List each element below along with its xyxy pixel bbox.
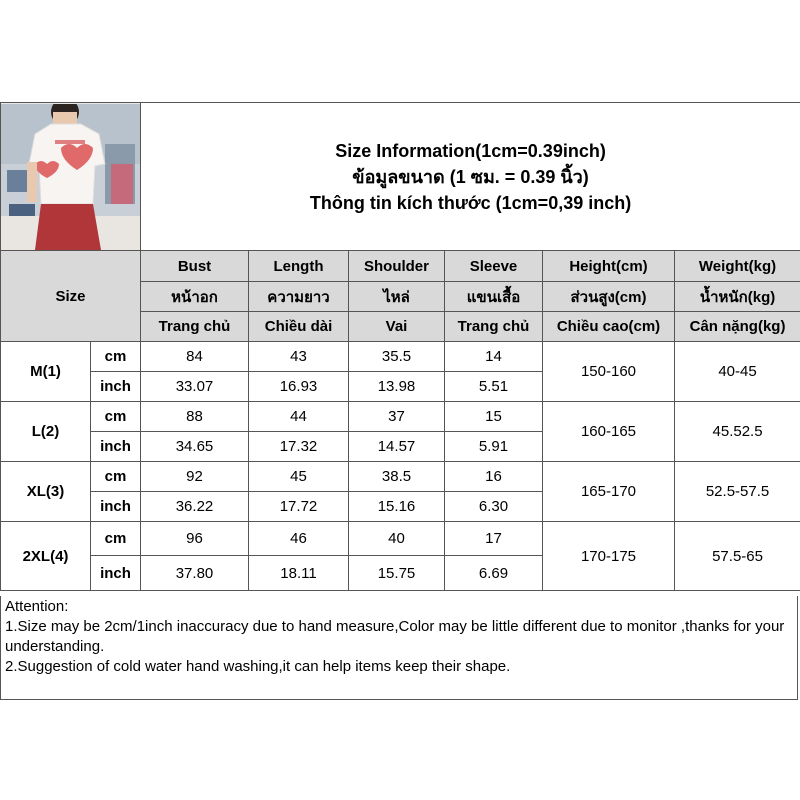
title-vietnamese: Thông tin kích thước (1cm=0,39 inch) <box>309 192 632 213</box>
col-shoulder-vi: Vai <box>349 312 445 342</box>
unit-inch: inch <box>91 556 141 591</box>
table-cell: 37 <box>349 402 445 432</box>
table-cell: 6.69 <box>445 556 543 591</box>
table-cell: 16 <box>445 462 543 492</box>
model-photo-icon <box>1 104 141 250</box>
col-bust-vi: Trang chủ <box>141 312 249 342</box>
table-cell: 15.75 <box>349 556 445 591</box>
table-cell: 13.98 <box>349 372 445 402</box>
col-length-en: Length <box>249 251 349 282</box>
size-chart <box>0 102 800 700</box>
table-cell: 36.22 <box>141 492 249 522</box>
table-cell: 16.93 <box>249 372 349 402</box>
col-sleeve-vi: Trang chủ <box>445 312 543 342</box>
table-cell: 40 <box>349 522 445 556</box>
table-cell: 15 <box>445 402 543 432</box>
table-cell: 5.51 <box>445 372 543 402</box>
table-cell: 17 <box>445 522 543 556</box>
col-bust-th: หน้าอก <box>141 282 249 312</box>
attention-note-1: 1.Size may be 2cm/1inch inaccuracy due to hand measure,Color may be little different due to monitor ,thanks for your understanding. <box>5 618 785 655</box>
size-2xl: 2XL(4) <box>1 522 91 591</box>
size-table <box>0 102 800 591</box>
table-cell: 84 <box>141 342 249 372</box>
col-height-th: ส่วนสูง(cm) <box>543 282 675 312</box>
col-shoulder-th: ไหล่ <box>349 282 445 312</box>
table-cell: 45 <box>249 462 349 492</box>
weight-range: 57.5-65 <box>675 522 800 591</box>
table-cell: 38.5 <box>349 462 445 492</box>
size-header: Size <box>1 251 141 342</box>
table-cell: 88 <box>141 402 249 432</box>
attention-note-2: 2.Suggestion of cold water hand washing,it can help items keep their shape. <box>5 658 511 675</box>
product-photo <box>1 103 141 251</box>
table-cell: 46 <box>249 522 349 556</box>
col-weight-th: น้ำหนัก(kg) <box>675 282 800 312</box>
table-cell: 15.16 <box>349 492 445 522</box>
attention-heading: Attention: <box>5 598 69 615</box>
size-xl: XL(3) <box>1 462 91 522</box>
height-range: 160-165 <box>543 402 675 462</box>
table-cell: 14.57 <box>349 432 445 462</box>
table-cell: 44 <box>249 402 349 432</box>
col-height-vi: Chiều cao(cm) <box>543 312 675 342</box>
unit-inch: inch <box>91 492 141 522</box>
col-sleeve-en: Sleeve <box>445 251 543 282</box>
col-length-th: ความยาว <box>249 282 349 312</box>
table-cell: 17.32 <box>249 432 349 462</box>
weight-range: 40-45 <box>675 342 800 402</box>
size-l: L(2) <box>1 402 91 462</box>
table-cell: 43 <box>249 342 349 372</box>
title-thai: ข้อมูลขนาด (1 ซม. = 0.39 นิ้ว) <box>352 166 589 187</box>
weight-range: 52.5-57.5 <box>675 462 800 522</box>
col-bust-en: Bust <box>141 251 249 282</box>
table-cell: 18.11 <box>249 556 349 591</box>
attention-notes <box>0 596 798 700</box>
table-cell: 14 <box>445 342 543 372</box>
height-range: 165-170 <box>543 462 675 522</box>
table-cell: 92 <box>141 462 249 492</box>
table-cell: 37.80 <box>141 556 249 591</box>
title-english: Size Information(1cm=0.39inch) <box>335 140 606 161</box>
unit-cm: cm <box>91 522 141 556</box>
unit-cm: cm <box>91 462 141 492</box>
col-shoulder-en: Shoulder <box>349 251 445 282</box>
unit-cm: cm <box>91 342 141 372</box>
table-cell: 96 <box>141 522 249 556</box>
col-height-en: Height(cm) <box>543 251 675 282</box>
col-length-vi: Chiều dài <box>249 312 349 342</box>
unit-inch: inch <box>91 372 141 402</box>
col-sleeve-th: แขนเสื้อ <box>445 282 543 312</box>
unit-cm: cm <box>91 402 141 432</box>
size-m: M(1) <box>1 342 91 402</box>
col-weight-vi: Cân nặng(kg) <box>675 312 800 342</box>
table-cell: 34.65 <box>141 432 249 462</box>
table-cell: 35.5 <box>349 342 445 372</box>
col-weight-en: Weight(kg) <box>675 251 800 282</box>
table-cell: 6.30 <box>445 492 543 522</box>
table-cell: 5.91 <box>445 432 543 462</box>
table-cell: 17.72 <box>249 492 349 522</box>
table-cell: 33.07 <box>141 372 249 402</box>
height-range: 150-160 <box>543 342 675 402</box>
size-info-title <box>141 103 800 251</box>
weight-range: 45.52.5 <box>675 402 800 462</box>
height-range: 170-175 <box>543 522 675 591</box>
unit-inch: inch <box>91 432 141 462</box>
